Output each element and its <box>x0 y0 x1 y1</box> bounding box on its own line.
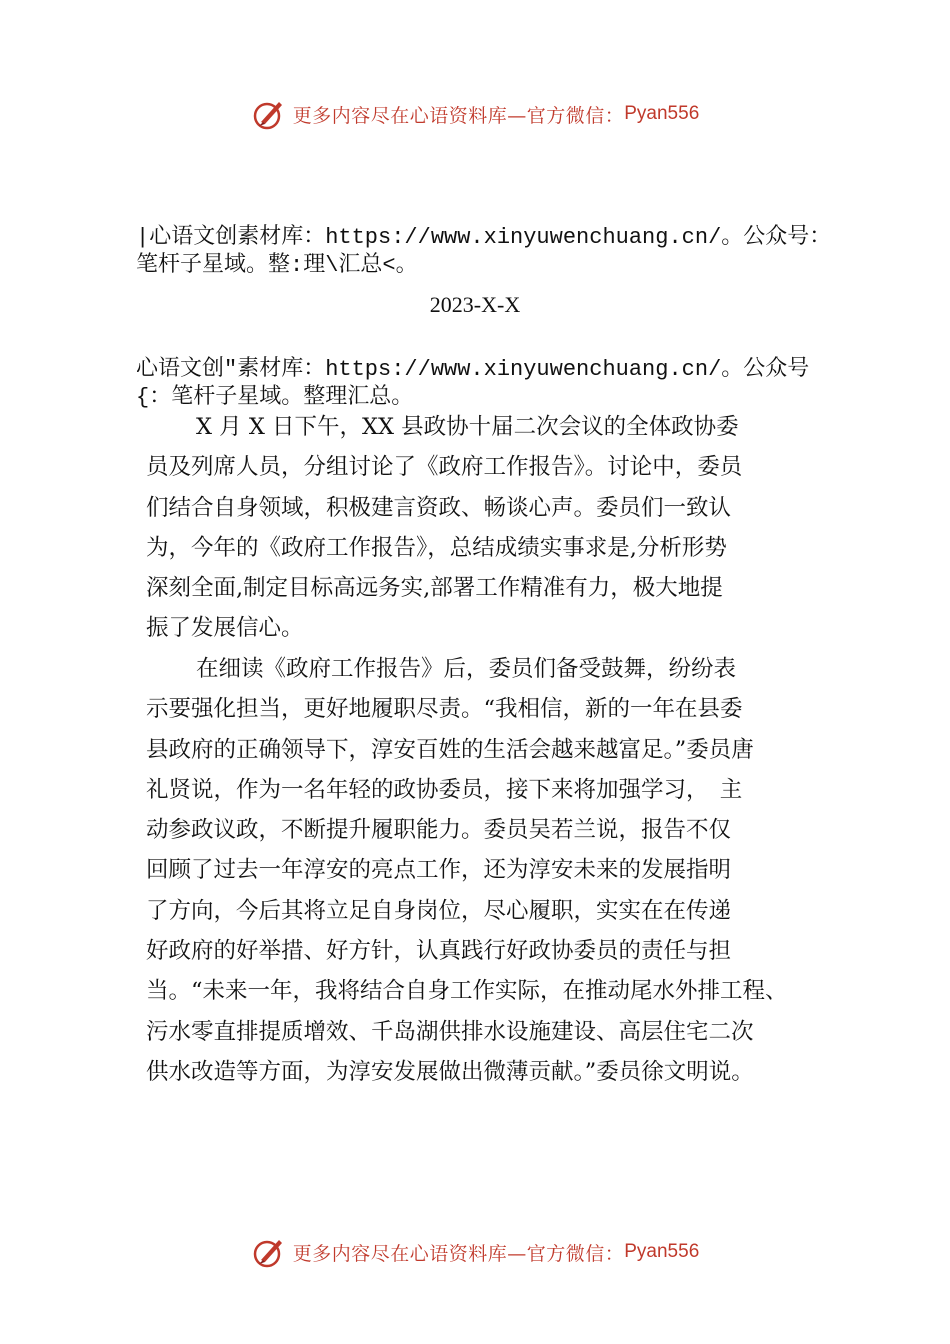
paragraph-line: 当。“未来一年，我将结合自身工作实际，在推动尾水外排工程、 <box>146 978 788 1005</box>
header-line: {：笔杆子星域。整理汇总。 <box>136 385 414 410</box>
paragraph-line: 好政府的好举措、好方针，认真践行好政协委员的责任与担 <box>146 938 732 965</box>
paragraph-line: 员及列席人员，分组讨论了《政府工作报告》。讨论中，委员 <box>146 454 743 481</box>
paragraph-line: 供水改造等方面，为淳安发展做出微薄贡献。”委员徐文明说。 <box>146 1058 754 1085</box>
header-line: 心语文创"素材库：https://www.xinyuwenchuang.cn/。公众号 <box>136 357 810 382</box>
banner-wechat-id: Pyan556 <box>624 103 700 124</box>
paragraph-line: 礼贤说，作为一名年轻的政协委员，接下来将加强学习， 主 <box>146 776 743 803</box>
paragraph-line: 在细读《政府工作报告》后，委员们备受鼓舞，纷纷表 <box>196 656 737 682</box>
quill-pen-circle-icon <box>251 1234 287 1270</box>
paragraph-line: X 月 X 日下午，XX 县政协十届二次会议的全体政协委 <box>196 414 739 440</box>
paragraph-line: 污水零直排提质增效、千岛湖供排水设施建设、高层住宅二次 <box>146 1018 754 1045</box>
quill-pen-circle-icon <box>251 96 287 132</box>
banner-text: 更多内容尽在心语资料库—官方微信： <box>292 1242 625 1265</box>
bottom-watermark-banner <box>0 1232 950 1272</box>
paragraph-2 <box>146 649 846 1092</box>
paragraph-line: 了方向，今后其将立足自身岗位，尽心履职，实实在在传递 <box>146 897 732 924</box>
paragraph-line: 县政府的正确领导下，淳安百姓的生活会越来越富足。”委员唐 <box>146 736 754 763</box>
banner-text: 更多内容尽在心语资料库—官方微信： <box>292 104 625 127</box>
paragraph-line: 为，今年的《政府工作报告》，总结成绩实事求是,分析形势 <box>146 534 727 561</box>
document-date: 2023-X-X <box>429 292 521 317</box>
paragraph-line: 回顾了过去一年淳安的亮点工作，还为淳安未来的发展指明 <box>146 857 732 884</box>
paragraph-line: 们结合自身领域，积极建言资政、畅谈心声。委员们一致认 <box>146 494 732 521</box>
paragraph-line: 振了发展信心。 <box>146 615 304 642</box>
banner-wechat-id: Pyan556 <box>624 1241 700 1262</box>
header-line: |心语文创素材库：https://www.xinyuwenchuang.cn/。公众号： <box>136 225 832 250</box>
paragraph-1 <box>146 407 846 649</box>
paragraph-line: 动参政议政，不断提升履职能力。委员吴若兰说，报告不仅 <box>146 817 732 844</box>
top-watermark-banner <box>0 94 950 134</box>
paragraph-line: 深刻全面,制定目标高远务实,部署工作精准有力，极大地提 <box>146 575 723 602</box>
header-line: 笔杆子星域。整:理\汇总<。 <box>136 253 418 278</box>
paragraph-line: 示要强化担当，更好地履职尽责。“我相信，新的一年在县委 <box>146 696 743 723</box>
